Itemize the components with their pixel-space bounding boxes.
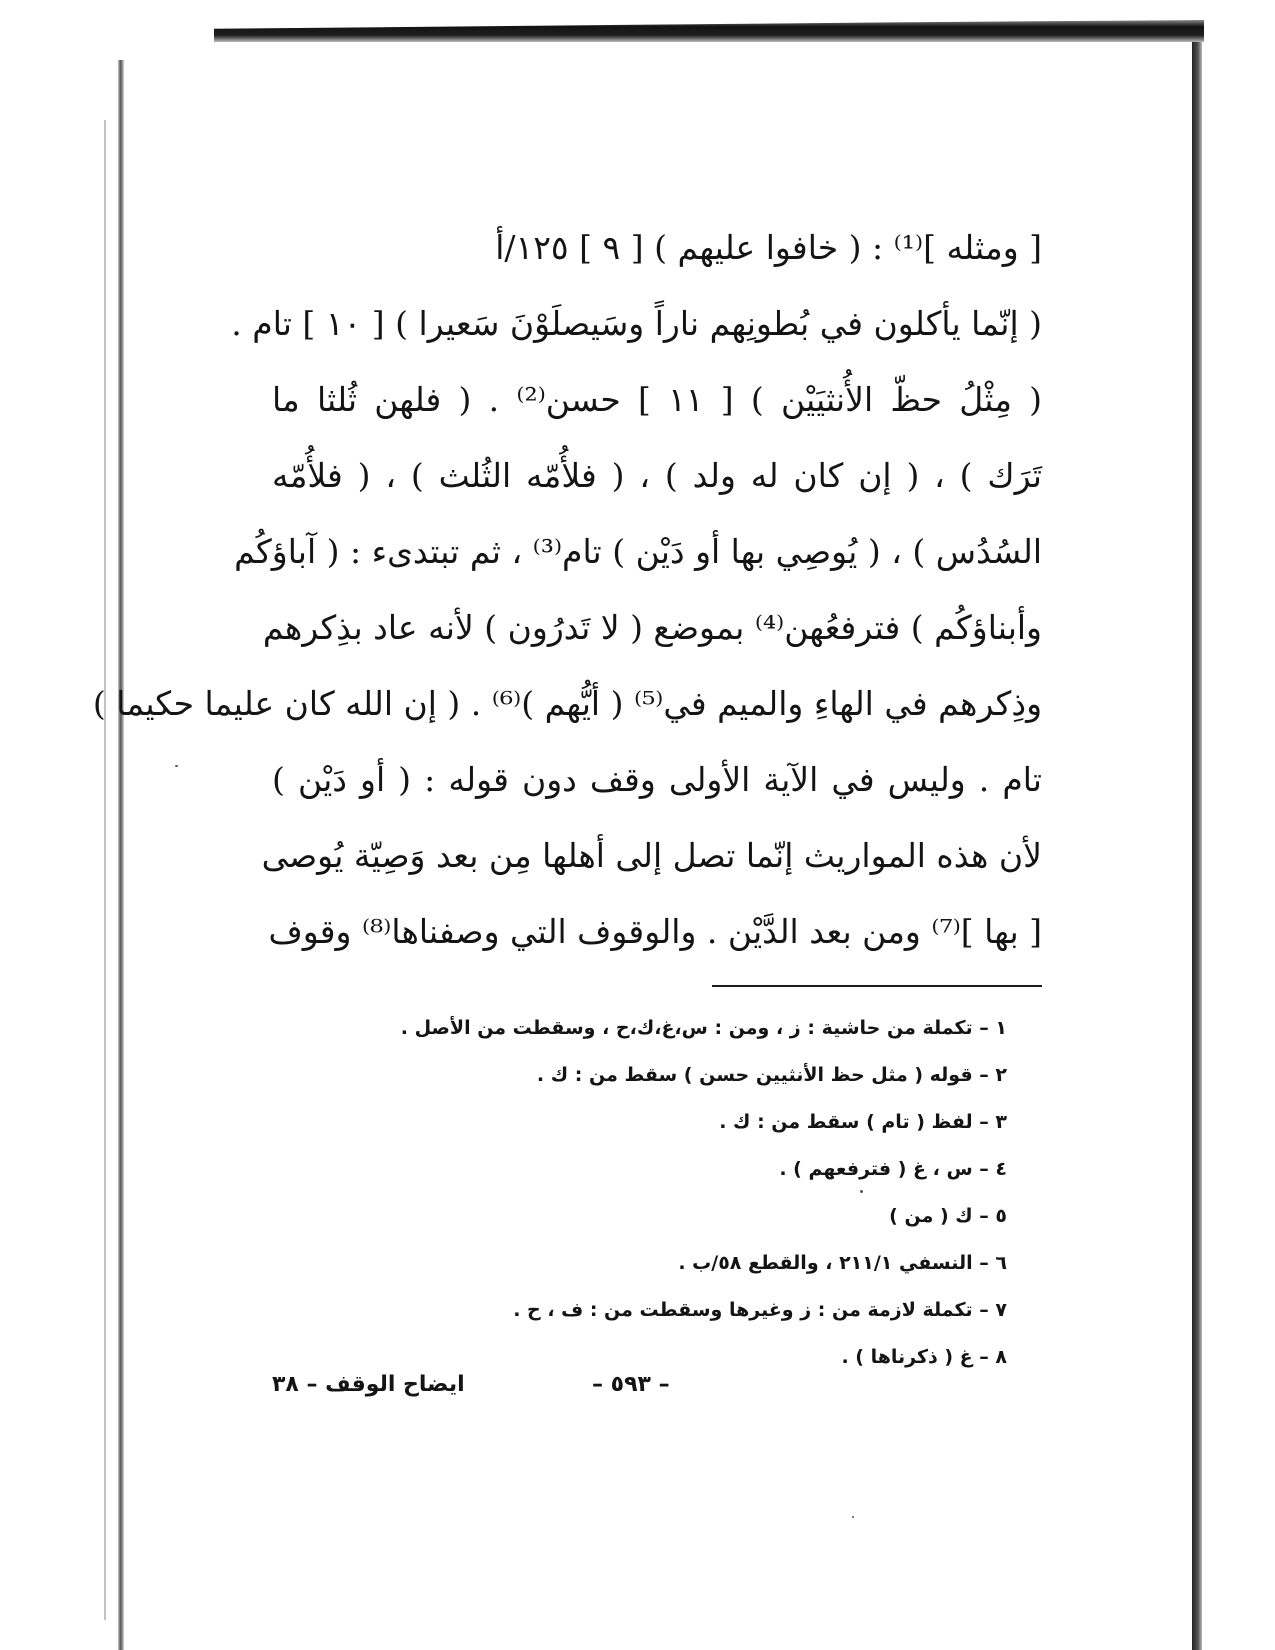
main-line: [ ومثله ]⁽¹⁾ : ( خافوا عليهم ) [ ٩ ] ١٢٥/أ [495, 228, 1042, 267]
main-line: [ بها ]⁽⁷⁾ ومن بعد الدَّيْن . والوقوف التي وصفناها⁽⁸⁾ وقوف [268, 912, 1042, 951]
scan-speck [852, 1516, 854, 1518]
main-line: السُدُس ) ، ( يُوصِي بها أو دَيْن ) تام⁽³⁾ ، ثم تبتدىء : ( آباؤكُم [234, 532, 1042, 571]
scan-speck [175, 765, 178, 767]
footnote: ٣ – لفظ ( تام ) سقط من : ك . [719, 1111, 1007, 1133]
footnote: ١ – تكملة من حاشية : ز ، ومن : س،غ،ك،ح ، وسقطت من الأصل . [400, 1017, 1007, 1039]
footnote: ٦ – النسفي ٢١١/١ ، والقطع ٥٨/ب . [678, 1252, 1007, 1274]
scan-edge-top [214, 20, 1204, 42]
main-line: ( إنّما يأكلون في بُطونِهم ناراً وسَيصلَوْنَ سَعيرا ) [ ١٠ ] تام . [231, 304, 1042, 343]
footnote: ٤ – س ، غ ( فترفعهم ) . [779, 1158, 1007, 1180]
footnote: ٧ – تكملة لازمة من : ز وغيرها وسقطت من : ف ، ح . [513, 1299, 1007, 1321]
main-line: وذِكرهم في الهاءِ والميم في⁽⁵⁾ ( أيُّهم )⁽⁶⁾ . ( إن الله كان عليما حكيما ) [92, 684, 1042, 723]
main-text-block [92, 210, 1042, 970]
footnote-separator [712, 985, 1042, 987]
main-line: وأبناؤكُم ) فترفعُهن⁽⁴⁾ بموضع ( لا تَدرُون ) لأنه عاد بذِكرهم [262, 608, 1042, 647]
main-line: ( مِثْلُ حظّ الأُنثيَيْن ) [ ١١ ] حسن⁽²⁾ . ( فلهن ثُلثا ما [272, 380, 1042, 419]
main-line: تَرَك ) ، ( إن كان له ولد ) ، ( فلأُمّه الثُلث ) ، ( فلأُمّه [272, 456, 1042, 495]
footnote: ٨ – غ ( ذكرناها ) . [841, 1346, 1007, 1368]
footnote: ٢ – قوله ( مثل حظ الأنثيين حسن ) سقط من : ك . [536, 1064, 1007, 1086]
page-footer [272, 1372, 712, 1412]
main-line: لأن هذه المواريث إنّما تصل إلى أهلها مِن بعد وَصِيّة يُوصى [261, 836, 1042, 875]
scan-edge-right [1192, 32, 1202, 1650]
page-number: – ٥٩٣ – [592, 1372, 670, 1397]
footnote: ٥ – ك ( من ) [889, 1205, 1007, 1227]
footnotes-block [272, 1005, 1007, 1381]
main-line: تام . وليس في الآية الأولى وقف دون قوله : ( أو دَيْن ) [272, 760, 1042, 799]
scan-edge-left-line [104, 120, 106, 1620]
scan-edge-left [118, 60, 124, 1650]
book-title: ايضاح الوقف – ٣٨ [272, 1372, 465, 1397]
